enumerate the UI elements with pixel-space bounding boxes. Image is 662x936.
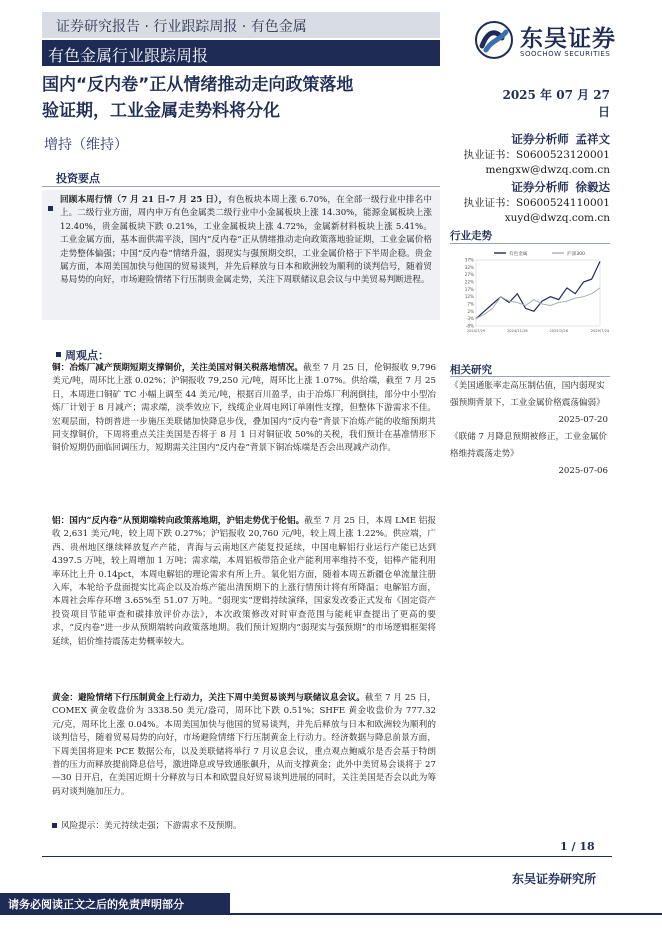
risk-row	[52, 820, 436, 833]
disclaimer-text: 请务必阅读正文之后的免责声明部分	[8, 898, 184, 911]
analyst-cert: 执业证书：S0600523120001	[463, 149, 610, 161]
x-tick-label: 2024/7/29	[466, 329, 486, 333]
logo-name: 东吴证券	[520, 26, 616, 52]
y-tick-label: 27%	[464, 272, 474, 278]
related-item-date: 2025-07-20	[558, 415, 608, 425]
views-heading-row	[56, 344, 109, 363]
key-points-body: 有色板块本周上涨 6.70%，在全部一级行业中排名中上。二级行业方面，周内申万有色金属类二级行业中小金属板块上涨 14.30%，能源金属板块上涨 12.40%，贵金属板块下跌 0.21%，工业金属板块上涨 4.72%，金属新材料板块上涨 5.41%。工业金属方面，基本面供需平淡，国内“反内卷”正从情绪推动走向政策落地验证期，工业金属价格走势整体偏强；中国“反内卷”情绪升温，弱现实与强预期交织，工业金属价格于下半周企稳。贵金属方面，本周美国加快与他国的贸易谈判，并先后释放与日本和欧洲较为顺利的谈判信号，随着贸易局势的向好，市场避险情绪下行压制贵金属走势，关注下周联储议息会议与中美贸易判断进程。	[60, 195, 432, 286]
logo-mark-icon	[474, 20, 514, 60]
y-tick-label: 7%	[467, 301, 474, 307]
key-points-box	[42, 190, 440, 320]
disclaimer-band	[0, 893, 230, 915]
y-tick-label: 32%	[464, 264, 474, 270]
footer-divider	[42, 856, 612, 857]
y-tick-label: -3%	[465, 316, 474, 322]
company-logo	[472, 18, 632, 64]
analyst-email[interactable]: mengxw@dwzq.com.cn	[485, 164, 610, 176]
footer-line	[0, 913, 662, 915]
y-tick-label: 22%	[464, 279, 474, 285]
key-points-lead: 回顾本周行情（7 月 21 日-7 月 25 日），	[60, 195, 228, 205]
bullet-icon	[48, 198, 57, 217]
related-item-date: 2025-07-06	[558, 466, 608, 476]
header-category: 证券研究报告 · 行业跟踪周报 · 有色金属	[56, 19, 307, 35]
analyst-email[interactable]: xuyd@dwzq.com.cn	[504, 212, 610, 224]
bullet-icon	[52, 823, 57, 828]
analyst-cert: 执业证书：S0600524110001	[463, 197, 610, 209]
legend-label: 沪深300	[567, 252, 585, 257]
legend-label: 有色金属	[509, 252, 528, 257]
related-divider	[450, 376, 610, 377]
analyst-name: 孟祥文	[575, 132, 610, 146]
related-list	[450, 378, 608, 480]
copper-text: 截至 7 月 25 日，伦铜报收 9,796 美元/吨，周环比上涨 0.02%；沪铜报收 79,250 元/吨，周环比上涨 1.07%。供给端，截至 7 月 25 日，本周进口铜矿 TC 小幅上调至 44 美元/吨，根据百川盈孚，由于冶炼厂利润倒挂，部分中小型冶炼厂计划于 8 月减产；需求端，淡季效应下，线缆企业周电网订单刚性支撑，但整体下游需求不佳。宏观层面，特朗普进一步施压美联储加快降息步伐，叠加国内“反内卷”背景下冶炼产能的收缩预期共同支撑铜价，下周将重点关注美国是否将于 8 月 1 日对铜征收 50%的关税，我们预计在基准情形下铜价短期仍面临回调压力，短期需关注国内“反内卷”背景下铜冶炼端是否会出现减产动作。	[52, 363, 436, 454]
y-tick-label: 17%	[464, 286, 474, 292]
logo-english-name: SOOCHOW SECURITIES	[520, 50, 611, 58]
gold-lead: 黄金：避险情绪下行压制黄金上行动力，关注下周中美贸易谈判与联储议息会议。	[52, 693, 365, 703]
series-line-csi300	[476, 288, 600, 319]
report-type: 有色金属行业跟踪周报	[48, 46, 209, 65]
aluminum-lead: 铝：国内“反内卷”从预期端转向政策落地期，沪铝走势优于伦铝。	[52, 516, 305, 526]
title-line-2: 验证期，工业金属走势料将分化	[42, 101, 280, 121]
related-item-title[interactable]: 《联储 7 月降息预期被修正，工业金属价格维持震荡走势》	[450, 432, 608, 459]
bullet-icon	[56, 352, 61, 357]
x-tick-label: 2024/11/26	[506, 329, 528, 333]
key-points-divider	[42, 186, 440, 187]
aluminum-text: 截至 7 月 25 日，本周 LME 铝报收 2,631 美元/吨，较上周下跌 0.27%；沪铝报收 20,760 元/吨，较上周上涨 1.22%。供应端，广西、贵州地区继续释放复产产能，青海与云南地区产能复投延续，中国电解铝行业运行产能已达到 4397.5 万吨，较上周增加 1 万吨；需求端，本周铝板带箔企业产能利用率维持不变，铝棒产能利用率环比上升 0.14pct，本周电解铝的理论需求有所上升。氧化铝方面，随着本周五新疆仓单流量注册入库，本轮给予盘面提实比高企以及冶炼产能出清预期下的上涨行情预计将有所降温；电解铝方面，本周社会库存环增 3.65%至 51.07 万吨。“弱现实”逻辑持续演绎，国家发改委正式发布《固定资产投资项目节能审查和碳排放评价办法》，本次政策修改对时审查范围与能耗审查提出了更高的要求，“反内卷”进一步从预期端转向政策落地期。我们预计短期内“弱现实与强预期”的市场逻辑框架将延续，铝价维持震荡走势概率较大。	[52, 516, 436, 647]
key-points-heading: 投资要点	[56, 172, 100, 185]
copper-paragraph	[52, 362, 436, 456]
related-heading: 相关研究	[450, 364, 492, 376]
risk-text: 风险提示：美元持续走强；下游需求不及预期。	[61, 821, 242, 831]
footer-institute: 东吴证券研究所	[512, 872, 597, 886]
title-line-1: 国内“反内卷”正从情绪推动走向政策落地	[42, 75, 354, 95]
views-heading: 周观点：	[65, 349, 109, 362]
trend-divider	[450, 243, 610, 244]
gold-paragraph	[52, 692, 436, 799]
analyst-role: 证券分析师	[511, 132, 569, 146]
key-points-text	[60, 194, 432, 288]
aluminum-paragraph	[52, 515, 436, 649]
series-line-nonferrous	[476, 262, 600, 319]
industry-trend-chart	[454, 246, 610, 338]
report-type-band	[42, 40, 440, 66]
analyst-1	[463, 132, 610, 178]
analyst-name: 徐毅达	[575, 180, 610, 194]
chart-plot-area	[476, 260, 600, 326]
page-number: 1 / 18	[560, 840, 595, 853]
gold-text: 截至 7 月 25 日，COMEX 黄金收盘价为 3338.50 美元/盎司，周环比下跌 0.51%；SHFE 黄金收盘价为 777.32 元/克，周环比上涨 0.04%。本周美国加快与他国的贸易谈判，并先后释放与日本和欧洲较为顺利的谈判信号，随着贸易局势的向好，市场避险情绪下行压制黄金上行动力。经济数据与降息前景方面，下周美国将迎来 PCE 数据公布，以及美联储将举行 7 月议息会议，重点观点鲍威尔是否会基于特朗普的压力而释放提前降息信号，激进降息或导致通胀飙升，从而支撑黄金；此外中美贸易会谈将于 27—30 日开启，在美国近期十分释放与日本和欧盟良好贸易谈判进展的同时，关注美国是否会以此为筹码对谈判施加压力。	[52, 693, 436, 797]
analyst-2	[463, 180, 610, 226]
copper-lead: 铜：冶炼厂减产预期短期支撑铜价，关注美国对铜关税落地情况。	[52, 363, 304, 373]
y-tick-label: -8%	[465, 323, 474, 329]
report-date: 2025 年 07 月 27 日	[502, 88, 610, 119]
report-title	[42, 72, 442, 124]
y-tick-label: 37%	[464, 257, 474, 263]
y-tick-label: 2%	[467, 308, 474, 314]
x-tick-label: 2025/3/26	[549, 329, 568, 333]
trend-heading: 行业走势	[450, 230, 492, 242]
analyst-role: 证券分析师	[511, 180, 569, 194]
related-item-title[interactable]: 《美国通胀率走高压制估值，国内弱现实强预期背景下，工业金属价格震荡偏弱》	[450, 381, 605, 408]
x-tick-label: 2025/7/24	[590, 329, 610, 333]
header-category-band	[42, 12, 440, 38]
rating: 增持（维持）	[44, 137, 128, 153]
y-tick-label: 12%	[464, 294, 474, 300]
